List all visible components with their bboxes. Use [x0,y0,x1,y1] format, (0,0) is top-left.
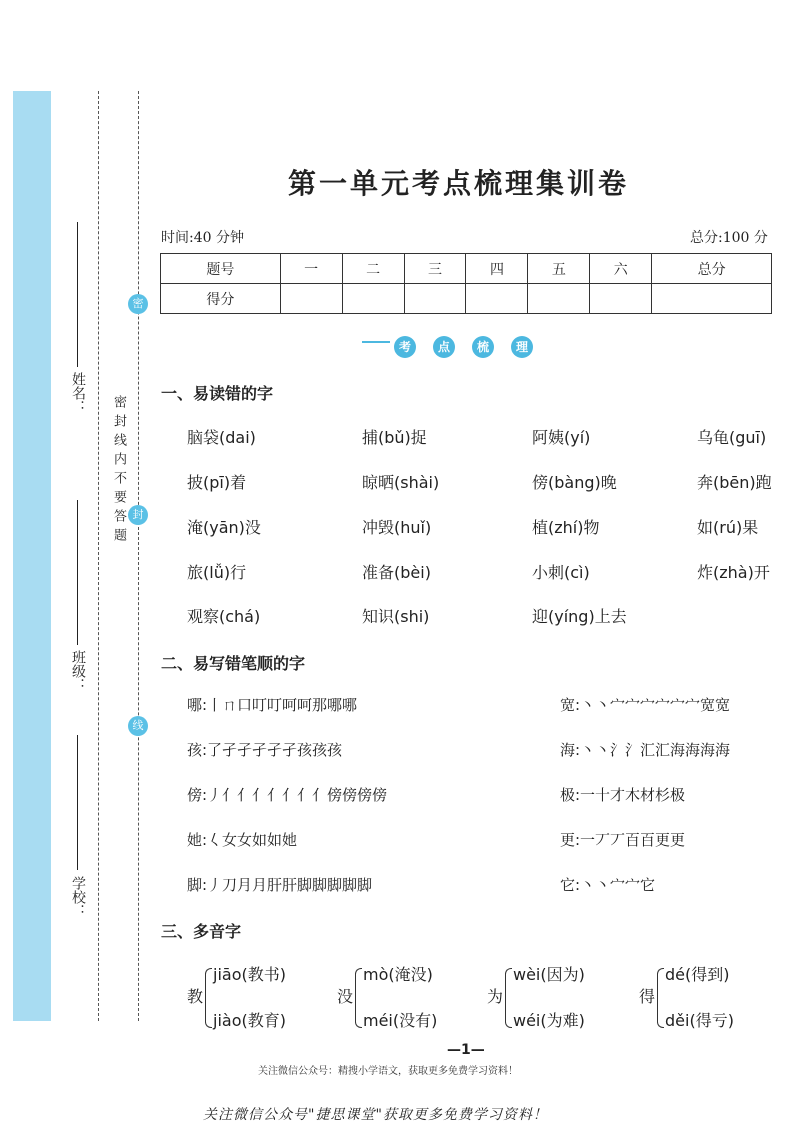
score-header-cell: 二 [342,254,404,284]
word-item: 植(zhí)物 [532,518,600,537]
score-header-cell: 一 [280,254,342,284]
school-label: 学校： [70,876,86,918]
word-item: 知识(shi) [362,607,430,626]
word-item: 小刺(cì) [532,563,590,582]
brace-icon [505,968,512,1028]
word-item: 淹(yān)没 [187,518,261,537]
word-item: 冲毁(huǐ) [362,518,432,537]
stroke-order-item: 孩:了孑孑孑孑孑孩孩孩 [187,741,343,759]
score-cell[interactable] [342,284,404,314]
word-item: 炸(zhà)开 [697,563,770,582]
polyphone-char: 没 [337,987,354,1006]
page-title: 第一单元考点梳理集训卷 [288,167,630,200]
score-row-label: 得分 [161,284,281,314]
word-item: 如(rú)果 [697,518,759,537]
score-header-cell: 五 [528,254,590,284]
score-table-row [161,284,772,314]
class-label: 班级： [70,650,86,692]
name-label: 姓名： [70,372,86,414]
seal-mark-feng: 封 [128,505,148,525]
stroke-order-item: 海:丶丶氵氵汇汇海海海海 [560,741,731,759]
stroke-order-item: 她:𡿨女女如如她 [187,831,298,849]
score-header-cell: 六 [590,254,652,284]
stroke-order-item: 更:一丆丆百百更更 [560,831,686,849]
stroke-order-item: 极:一十才木材杉极 [560,786,686,804]
word-item: 观察(chá) [187,607,261,626]
polyphone-reading-top: dé(得到) [665,965,730,984]
page-number: —1— [447,1042,485,1058]
banner-char: 梳 [472,336,494,358]
stroke-order-item: 脚:丿刀月月肝肝脚脚脚脚脚 [187,876,373,894]
school-field[interactable] [77,735,78,870]
footer-handwritten: 关注微信公众号"捷思课堂"获取更多免费学习资料！ [203,1107,548,1123]
stroke-order-item: 它:丶丶宀宀它 [560,876,656,894]
stroke-order-item: 宽:丶丶宀宀宀宀宀宀宽宽 [560,696,731,714]
word-item: 旅(lǚ)行 [187,563,247,582]
seal-mark-mi: 密 [128,294,148,314]
polyphone-reading-bottom: wéi(为难) [513,1011,585,1030]
cut-line [98,91,99,1021]
seal-instruction: 密封线内不要答题 [111,395,126,547]
brace-icon [355,968,362,1028]
word-item: 傍(bàng)晚 [532,473,617,492]
banner-char: 理 [511,336,533,358]
word-item: 捕(bǔ)捉 [362,428,427,447]
banner-char: 点 [433,336,455,358]
brace-icon [657,968,664,1028]
banner-char: 考 [394,336,416,358]
word-item: 阿姨(yí) [532,428,591,447]
score-cell[interactable] [528,284,590,314]
score-cell[interactable] [652,284,772,314]
polyphone-char: 为 [487,987,504,1006]
brace-icon [205,968,212,1028]
score-cell[interactable] [404,284,466,314]
arrow-icon [362,341,390,353]
seal-line [138,91,139,1021]
polyphone-char: 教 [187,987,204,1006]
polyphone-reading-top: wèi(因为) [513,965,585,984]
name-field[interactable] [77,222,78,367]
score-header-cell: 四 [466,254,528,284]
polyphone-reading-bottom: děi(得亏) [665,1011,734,1030]
score-header-cell: 总分 [652,254,772,284]
score-header-cell: 三 [404,254,466,284]
word-item: 准备(bèi) [362,563,431,582]
polyphone-char: 得 [639,987,656,1006]
section-heading-3: 三、多音字 [161,922,242,941]
score-cell[interactable] [280,284,342,314]
word-item: 晾晒(shài) [362,473,440,492]
class-field[interactable] [77,500,78,645]
section-heading-1: 一、易读错的字 [161,384,274,403]
score-table-header [161,254,772,284]
word-item: 乌龟(guī) [697,428,767,447]
binding-strip [13,91,51,1021]
polyphone-reading-top: jiāo(教书) [213,965,286,984]
section-heading-2: 二、易写错笔顺的字 [161,654,306,673]
word-item: 迎(yíng)上去 [532,607,627,626]
word-item: 披(pī)着 [187,473,247,492]
stroke-order-item: 傍:丿亻亻亻亻亻亻亻傍傍傍傍 [187,786,388,804]
polyphone-reading-top: mò(淹没) [363,965,433,984]
seal-mark-xian: 线 [128,716,148,736]
stroke-order-item: 哪:丨ㄇ口叮叮呵呵那哪哪 [187,696,358,714]
score-cell[interactable] [466,284,528,314]
score-table [160,253,772,314]
section-banner [362,336,550,358]
footer-note: 关注微信公众号：精搜小学语文，获取更多免费学习资料！ [258,1066,518,1077]
score-cell[interactable] [590,284,652,314]
polyphone-reading-bottom: jiào(教育) [213,1011,286,1030]
total-score: 总分:100 分 [690,230,768,246]
word-item: 脑袋(dai) [187,428,256,447]
score-header-cell: 题号 [161,254,281,284]
word-item: 奔(bēn)跑 [697,473,772,492]
time-limit: 时间:40 分钟 [161,230,244,246]
polyphone-reading-bottom: méi(没有) [363,1011,438,1030]
